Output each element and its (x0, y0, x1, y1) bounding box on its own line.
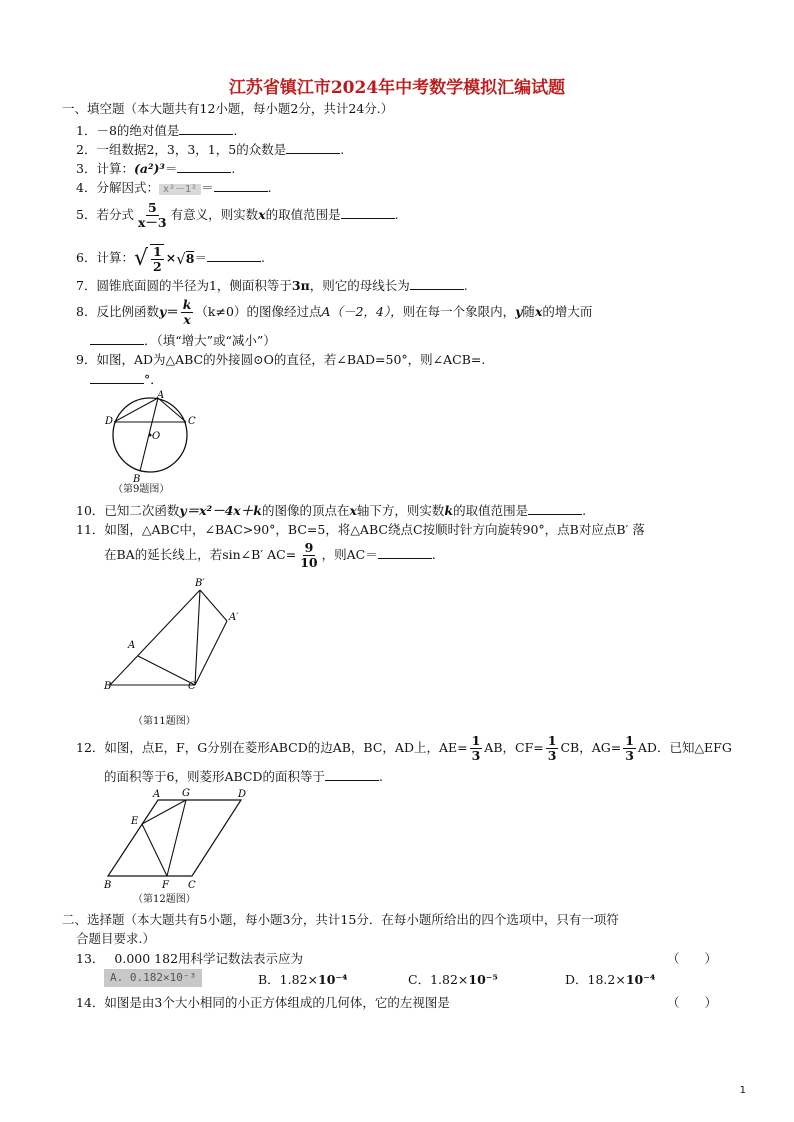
q4-pre: 分解因式： (96, 180, 159, 195)
q8-x2: x (534, 304, 543, 319)
q8-fraction (181, 298, 194, 327)
q1-number: 1． (76, 123, 97, 138)
label-b-prime: B′ (195, 578, 205, 589)
q13-text: 0.000 182用科学记数法表示应为 (114, 951, 304, 966)
q12-f1-num: 1 (471, 733, 481, 748)
label-o: O (152, 431, 161, 442)
q12-t4: AD．已知△EFG (637, 740, 732, 755)
question-12 (76, 733, 732, 763)
label-f: F (162, 880, 169, 891)
section2-header-line2: 合题目要求.） (76, 931, 155, 946)
q10-k: k (444, 503, 454, 518)
q6-end: . (260, 250, 265, 265)
q6-answer-blank[interactable] (207, 249, 261, 262)
q8-post: 则在每一个象限内， (402, 304, 516, 319)
q5-var: x (258, 207, 266, 222)
line-da (114, 398, 158, 422)
q2-answer-blank[interactable] (286, 141, 340, 154)
q13-option-d-text: D．18.2× (565, 972, 626, 987)
q14-number: 14． (76, 995, 105, 1010)
q1-end: . (233, 123, 238, 138)
q12-f2-num: 1 (547, 733, 557, 748)
q8-eq: ＝ (166, 304, 179, 319)
q9-number: 9． (76, 352, 97, 367)
q7-post: ，则它的母线长为 (309, 278, 410, 293)
q5-number: 5． (76, 207, 97, 222)
q13-option-b-text: B．1.82× (258, 972, 318, 987)
q1-answer-blank[interactable] (179, 122, 233, 135)
q12-text: 如图，点E，F，G分别在菱形ABCD的边AB，BC，AD上，AE= (104, 740, 468, 755)
q5-post: 的取值范围是 (265, 207, 341, 222)
line-ac (138, 656, 195, 685)
q11-line2-pre: 在BA的延长线上，若sin∠B′ AC= (104, 547, 297, 562)
q11-text: 如图，△ABC中，∠BAC>90°，BC=5，将△ABC绕点C按顺时针方向旋转90°，点B对应点B′ 落 (104, 522, 645, 537)
question-10 (76, 502, 586, 519)
page-title: 江苏省镇江市2024年中考数学模拟汇编试题 (228, 78, 566, 98)
q13-option-c-text: C．1.82× (408, 972, 469, 987)
q12-t3: CB，AG= (560, 740, 622, 755)
label-d: D (105, 416, 114, 427)
q8-frac-den: x (183, 312, 191, 327)
q5-text: 有意义，则实数 (170, 207, 259, 222)
q6-sqrt-8 (176, 244, 194, 274)
q6-number: 6． (76, 250, 97, 265)
q12-fraction-1 (470, 734, 483, 763)
q12-t2: AB，CF= (484, 740, 544, 755)
q9-text: 如图，AD为△ABC的外接圆⊙O的直径，若∠BAD=50°，则∠ACB=. (96, 352, 486, 367)
q9-answer-blank[interactable] (90, 371, 144, 384)
q6-radicand: 8 (185, 251, 195, 266)
label-b: B (104, 681, 112, 692)
q11-end: . (431, 547, 436, 562)
q8-post2: 随 (522, 304, 535, 319)
q10-number: 10． (76, 503, 105, 518)
q2-text: 一组数据2，3，3，1，5的众数是 (96, 142, 287, 157)
q3-pre: 计算： (96, 161, 134, 176)
q10-pre: 已知二次函数 (104, 503, 180, 518)
line-ef (142, 824, 167, 876)
q3-end: . (231, 161, 236, 176)
q12-figure (100, 786, 260, 894)
question-1 (76, 122, 237, 139)
label-b: B (104, 880, 112, 891)
q10-end: . (582, 503, 587, 518)
q11-figure (100, 574, 250, 694)
line-b1c (195, 590, 200, 685)
q7-value: 3π (291, 278, 310, 293)
q8-pre: 反比例函数 (96, 304, 159, 319)
q10-post: 轴下方，则实数 (356, 503, 445, 518)
label-a-prime: A′ (229, 612, 239, 623)
q11-caption: （第11题图） (133, 716, 196, 727)
q13-option-c[interactable] (408, 972, 498, 988)
q1-text: －8的绝对值是 (96, 123, 180, 138)
q4-end: . (267, 180, 272, 195)
q9-figure (100, 386, 210, 486)
q2-number: 2． (76, 142, 97, 157)
q8-y: y (158, 304, 167, 319)
q13-option-b-exp: 10⁻⁴ (318, 972, 348, 987)
line-ac (158, 398, 186, 422)
q3-number: 3． (76, 161, 97, 176)
q13-answer-paren[interactable]: （ ） (667, 951, 718, 966)
line-gf (167, 800, 186, 876)
line-b1a1 (200, 590, 227, 621)
line-b1b (110, 590, 200, 685)
q10-mid: 的图像的顶点在 (261, 503, 350, 518)
q12-caption: （第12题图） (133, 894, 196, 905)
q13-option-d[interactable] (565, 972, 655, 988)
question-8-line2 (90, 332, 276, 349)
q7-number: 7． (76, 278, 97, 293)
question-9 (76, 352, 485, 368)
question-8 (76, 297, 592, 327)
question-14 (76, 995, 450, 1011)
q11-fraction (298, 541, 319, 570)
q6-times: × (165, 250, 177, 265)
q10-post2: 的取值范围是 (453, 503, 529, 518)
q13-option-b[interactable] (258, 972, 347, 988)
q9-line2: °． (144, 372, 163, 387)
question-3 (76, 160, 235, 177)
q5-frac-den: x－3 (137, 215, 167, 230)
q6-pre: 计算： (96, 250, 134, 265)
label-a: A (153, 789, 161, 800)
q10-x: x (349, 503, 357, 518)
q8-frac-num: k (182, 297, 192, 312)
q12-f3-den: 3 (625, 748, 634, 763)
q11-number: 11． (76, 522, 105, 537)
q7-text: 圆锥底面圆的半径为1，侧面积等于 (96, 278, 292, 293)
q12-f3-num: 1 (625, 733, 634, 748)
q3-eq: ＝ (164, 161, 178, 176)
q6-fraction (150, 244, 164, 274)
q5-pre: 若分式 (96, 207, 134, 222)
label-a: A (128, 640, 136, 651)
q4-number: 4． (76, 180, 97, 195)
q10-answer-blank[interactable] (528, 502, 582, 515)
q6-frac-den: 2 (153, 258, 162, 274)
q7-answer-blank[interactable] (410, 277, 464, 290)
page-number: 1 (739, 1085, 746, 1096)
line-eg (142, 800, 186, 824)
q12-end: . (379, 769, 383, 784)
question-7 (76, 277, 468, 294)
q8-line2: ．（填“增大”或“减小”） (144, 333, 276, 348)
q13-option-d-exp: 10⁻⁴ (625, 972, 656, 987)
q4-eq: ＝ (201, 180, 214, 195)
q5-answer-blank[interactable] (341, 206, 395, 219)
question-4 (76, 179, 272, 198)
q12-number: 12． (76, 740, 105, 755)
question-5 (76, 200, 399, 230)
q6-frac-num: 1 (153, 243, 162, 259)
q6-eq: ＝ (194, 250, 207, 265)
q13-option-c-exp: 10⁻⁵ (468, 972, 498, 987)
label-c: C (188, 416, 196, 427)
q14-answer-paren[interactable]: （ ） (667, 995, 718, 1010)
q11-answer-blank[interactable] (378, 546, 432, 559)
q11-line2-post: ，则AC＝ (321, 547, 378, 562)
label-c: C (188, 681, 196, 692)
q8-y2: y (515, 304, 523, 319)
q3-expression: (a²)³ (133, 161, 165, 176)
q11-frac-num: 9 (304, 540, 314, 555)
sqrt-icon: √ (133, 245, 148, 271)
rhombus-abcd (108, 800, 241, 876)
label-g: G (182, 788, 190, 799)
q14-text: 如图是由3个大小相同的小正方体组成的几何体，它的左视图是 (104, 995, 450, 1010)
q13-number: 13． (76, 951, 105, 966)
q10-expression: y＝x²－4x＋k (179, 503, 262, 518)
label-e: E (131, 816, 139, 827)
line-a1c (195, 621, 227, 685)
q8-answer-blank[interactable] (90, 332, 144, 345)
q13-option-a[interactable]: A. 0.182×10⁻³ (104, 969, 202, 987)
label-d: D (238, 789, 247, 800)
section2-header: 二、选择题（本大题共有5小题，每小题3分，共计15分．在每小题所给出的四个选项中，只有一项符 (62, 912, 619, 927)
q8-number: 8． (76, 304, 97, 319)
q12-answer-blank[interactable] (325, 768, 379, 781)
q7-end: . (463, 278, 468, 293)
question-11 (76, 522, 645, 538)
label-a: A (157, 390, 165, 401)
q11-frac-den: 10 (300, 555, 318, 570)
q2-end: . (340, 142, 345, 157)
question-12-line2 (104, 768, 383, 785)
q9-caption: （第9题图） (113, 484, 170, 495)
sqrt-icon: √ (176, 249, 186, 268)
q8-condition: （k≠0） (195, 304, 247, 319)
question-11-line2 (104, 540, 436, 570)
q4-expression-image: x²－1² (159, 184, 201, 195)
q5-frac-num: 5 (147, 200, 157, 215)
label-b: B (133, 474, 141, 485)
q8-post3: 的增大而 (542, 304, 593, 319)
q8-point: A（－2，4）， (321, 304, 403, 319)
label-c: C (188, 880, 196, 891)
question-6 (76, 243, 265, 274)
q6-sqrt-fraction (134, 244, 166, 274)
q12-fraction-3 (623, 734, 636, 763)
question-13 (76, 951, 303, 967)
q12-f1-den: 3 (471, 748, 481, 763)
q12-f2-den: 3 (547, 748, 557, 763)
q12-fraction-2 (546, 734, 559, 763)
section1-header: 一、填空题（本大题共有12小题，每小题2分，共计24分.） (62, 101, 394, 116)
q3-answer-blank[interactable] (177, 160, 231, 173)
q12-line2: 的面积等于6，则菱形ABCD的面积等于 (104, 769, 325, 784)
q5-end: . (394, 207, 399, 222)
q5-fraction (136, 201, 169, 230)
question-2 (76, 141, 344, 158)
q8-mid: 的图像经过点 (246, 304, 322, 319)
q4-answer-blank[interactable] (214, 179, 268, 192)
